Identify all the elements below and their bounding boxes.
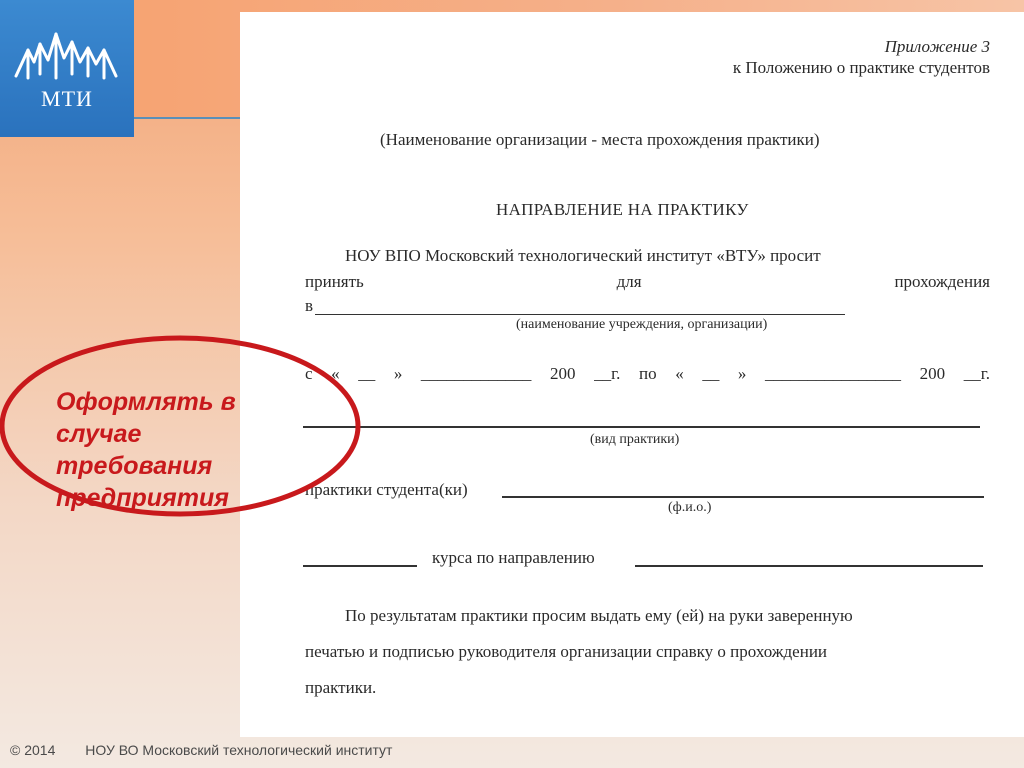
- org-name-line: [315, 314, 845, 315]
- callout-line-3: требования: [56, 452, 213, 480]
- para1-line3: [305, 296, 990, 316]
- para1-line2: [305, 272, 990, 292]
- dates-line: [305, 364, 990, 384]
- date-word: с: [305, 364, 313, 383]
- practice-type-line: [303, 426, 980, 428]
- para1-line1: НОУ ВПО Московский технологический институт «ВТУ» просит: [345, 246, 821, 265]
- logo-text: МТИ: [41, 86, 93, 111]
- appendix-line-2: к Положению о практике студентов: [732, 58, 990, 77]
- appendix-line-1: Приложение 3: [884, 37, 990, 56]
- student-name-line: [502, 496, 984, 498]
- callout-line-1: Оформлять в: [56, 388, 236, 416]
- date-word: »: [393, 364, 403, 383]
- course-number-line: [303, 565, 417, 567]
- caption-practice-type: (вид практики): [590, 432, 680, 447]
- date-word: 200: [550, 364, 576, 383]
- date-word: ________________: [765, 364, 901, 383]
- date-word: _____________: [420, 364, 532, 383]
- organization-placeholder: (Наименование организации - места прохождения практики): [380, 130, 820, 149]
- date-word: «: [675, 364, 684, 383]
- date-word: __: [358, 364, 376, 383]
- para2-line2: печатью и подписью руководителя организации справку о прохождении: [305, 642, 828, 661]
- mountain-peaks-logo-icon: [10, 28, 124, 84]
- date-word: __г.: [963, 364, 990, 383]
- word-passing: прохождения: [894, 272, 990, 291]
- header-divider: [134, 117, 240, 119]
- date-word: __: [702, 364, 720, 383]
- date-word: по: [639, 364, 657, 383]
- footer-copyright: © 2014: [10, 742, 56, 758]
- footer: [10, 742, 392, 758]
- date-word: «: [331, 364, 340, 383]
- word-in: в: [305, 296, 314, 315]
- mti-logo: [0, 0, 134, 137]
- document-heading: НАПРАВЛЕНИЕ НА ПРАКТИКУ: [496, 200, 749, 219]
- word-for: для: [616, 272, 642, 291]
- footer-institution: НОУ ВО Московский технологический институт: [85, 742, 393, 758]
- para2-line1: По результатам практики просим выдать ему (ей) на руки заверенную: [345, 606, 853, 625]
- date-word: »: [737, 364, 747, 383]
- word-accept: принять: [305, 272, 364, 291]
- appendix-note: [733, 36, 990, 78]
- direction-line: [635, 565, 983, 567]
- caption-organization: (наименование учреждения, организации): [516, 317, 768, 332]
- student-label: практики студента(ки): [305, 480, 468, 499]
- para2-line3: практики.: [305, 678, 377, 697]
- date-word: 200: [919, 364, 946, 383]
- course-label: курса по направлению: [432, 548, 595, 567]
- caption-full-name: (ф.и.о.): [668, 500, 712, 515]
- date-word: __г.: [594, 364, 621, 383]
- callout-line-4: предприятия: [56, 484, 229, 512]
- callout-line-2: случае: [56, 420, 142, 448]
- callout-note: [56, 386, 286, 514]
